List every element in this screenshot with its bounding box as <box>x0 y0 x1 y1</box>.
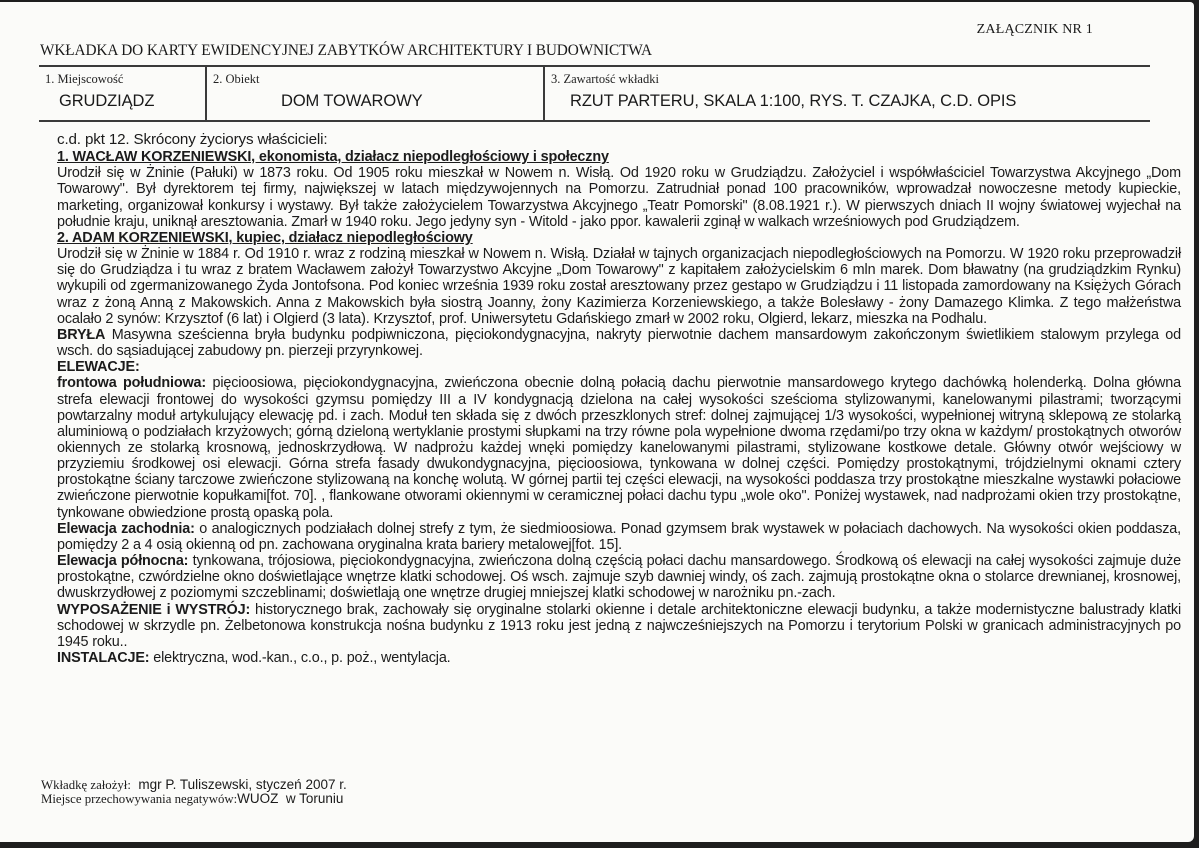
elevation-south <box>57 375 1181 520</box>
footer-value: mgr P. Tuliszewski, styczeń 2007 r. <box>130 777 347 792</box>
footer-label: Miejsce przechowywania negatywów: <box>41 792 238 806</box>
form-title: WKŁADKA DO KARTY EWIDENCYJNEJ ZABYTKÓW ARCHITEKTURY I BUDOWNICTWA <box>40 42 652 59</box>
section-lead: Elewacja zachodnia: <box>57 520 195 537</box>
field-locality <box>39 67 205 120</box>
owner-1-biography: Urodził się w Żninie (Pałuki) w 1873 roku. Od 1905 roku mieszkał w Nowem n. Wisłą. Od 1920 roku w Grudziądzu. Założyciel i współwłaściciel Towarzystwa Akcyjnego „Dom Towarowy". Był dyrektorem tej firmy, największej w latach międzywojennych na Pomorzu. Zatrudniał ponad 100 pracowników, wprowadzał nowoczesne metody kupieckie, marketing, organizował konkursy i wystawy. Był także założycielem Towarzystwa Akcyjnego „Teatr Pomorski" (8.08.1921 r.). W pierwszych dniach II wojny światowej wyjechał na południe kraju, uniknął aresztowania. Zmarł w 1940 roku. Jego jedyny syn - Witold - jako ppor. kawalerii zginął w walkach wrześniowych pod Grudziądzem. <box>57 165 1181 230</box>
field-label: 1. Miejscowość <box>45 72 124 86</box>
field-label: 2. Obiekt <box>213 72 260 86</box>
section-text: elektryczna, wod.-kan., c.o., p. poż., wentylacja. <box>149 650 451 666</box>
section-lead: WYPOSAŻENIE i WYSTRÓJ: <box>57 601 251 618</box>
section-lead: INSTALACJE: <box>57 650 150 666</box>
section-text: Masywna sześcienna bryła budynku podpiwniczona, pięciokondygnacyjna, nakryty pierwotnie dachem mansardowym zakończonym świetlikiem stalowym przylega od wsch. do sąsiadującej zabudowy pn. pierzeji przyrynkowej. <box>57 326 1181 360</box>
field-value: GRUDZIĄDZ <box>59 92 155 110</box>
owner-2-heading: 2. ADAM KORZENIEWSKI, kupiec, działacz niepodległościowy <box>57 229 473 246</box>
owner-1-heading: 1. WACŁAW KORZENIEWSKI, ekonomista, działacz niepodległościowy i społeczny <box>57 149 609 166</box>
section-text: tynkowana, trójosiowa, pięciokondygnacyjna, zwieńczona dolną częścią połaci dachu mansardowego. Środkową oś elewacji na całej wysokości zajmuje duże prostokątne, czwórdzielne okno doświetlające wnętrze klatki schodowej. Oś wsch. zajmuje szyb dawniej windy, oś zach. zajmują prostokątne okna o stolarce drewnianej, krosnowej, dwuskrzydłowej z poziomymi szczeblinami; doświetlają one wnętrze drugiej mniejszej klatki schodowej w narożniku pn.-zach. <box>57 553 1181 602</box>
document-body <box>57 132 1181 666</box>
footer-author-line <box>41 778 347 792</box>
elevation-west <box>57 521 1181 553</box>
footer-negatives-line <box>41 792 347 806</box>
document-sheet <box>0 2 1194 842</box>
owner-heading <box>57 149 1181 165</box>
section-lead: BRYŁA <box>57 326 106 343</box>
field-value: RZUT PARTERU, SKALA 1:100, RYS. T. CZAJKA, C.D. OPIS <box>570 92 1017 110</box>
document-footer <box>41 778 347 806</box>
footer-value: WUOZ w Toruniu <box>237 791 344 806</box>
section-text: pięcioosiowa, pięciokondygnacyjna, zwieńczona obecnie dolną połacią dachu pierwotnie mansardowego krytego dachówką holenderką. Dolna główna strefa elewacji frontowej do wysokości gzymsu pomiędzy III a IV kondygnacją dzielona na całej wysokości sześcioma stylizowanymi, kanelowanymi pilastrami; tworzącymi powtarzalny moduł artykulujący elewację pd. i zach. Moduł ten składa się z dwóch przeszklonych stref: dolnej zajmującej 1/3 wysokości, wypełnionej witryną sklepową ze stolarką aluminiową o podziałach krzyżowych; górną dzieloną wertyklanie prostymi słupkami na trzy równe pola wypełnione dwoma rzędami/po trzy okna w każdym/ prostokątnych otworów okiennych ze stolarką krosnową, jednoskrzydłową. W nadprożu każdej wnęki pomiędzy kanelowanymi pilastrami, stylizowane kostkowe detale. Główny otwór wejściowy w przyziemiu środkowej osi elewacji. Górna strefa fasady dwukondygnacyjna, pięcioosiowa, tynkowana w dolnej części. Pomiędzy prostokątnymi, trójdzielnymi oknami cztery prostokątne ściany tarczowe zwieńczone stylizowaną na konchę wolutą. W górnej partii tej części elewacji, na wysokości poddasza trzy prostokątne mieszkalne wystawki połaciowe zwieńczone pierwotnie kopułkami[fot. 70]. , flankowane otworami okiennymi w ceramicznej połaci dachu typu „wole oko". Poniżej wystawek, nad nadprożami okien trzy prostokątne, tynkowane obwiedzione prostą opaską pola. <box>57 375 1181 521</box>
section-bryla <box>57 327 1181 359</box>
owner-heading <box>57 230 1181 246</box>
elevation-north <box>57 553 1181 601</box>
section-text: historycznego brak, zachowały się oryginalne stolarki okienne i detale architektoniczne elewacji budynku, a także modernistyczne balustrady klatki schodowej w skrzydle pn. Żelbetonowa konstrukcja nośna budynku z 1913 roku jest jedną z najwcześniejszych na Pomorzu i terytorium Polski w granicach administracyjnych po 1945 roku.. <box>57 601 1181 650</box>
section-furnishings <box>57 602 1181 650</box>
owner-2-biography: Urodził się w Żninie w 1884 r. Od 1910 r. wraz z rodziną mieszkał w Nowem n. Wisłą. Działał w tajnych organizacjach niepodległościowych na Pomorzu. W 1920 roku przeprowadził się do Grudziądza i tu wraz z bratem Wacławem założył Towarzystwo Akcyjne „Dom Towarowy" z kapitałem założycielskim 6 mln marek. Dom bławatny (na grudziądzkim Rynku) wykupili od zgermanizowanego Żyda Jontofsona. Pod koniec września 1939 roku został aresztowany przez gestapo w Grudziądzu i 11 listopada zamordowany na Księżych Górach wraz z żoną Anną z Makowskich. Anna z Makowskich była siostrą Joanny, żony Kazimierza Korzeniewskiego, a także Bolesławy - żony Damazego Klimka. Z tego małżeństwa ocalało 2 synów: Krzysztof (6 lat) i Olgierd (3 lata). Krzysztof, prof. Uniwersytetu Gdańskiego zmarł w 2002 roku, Olgierd, lekarz, mieszka na Podhalu. <box>57 246 1181 327</box>
header-fields-table <box>39 65 1150 122</box>
field-value: DOM TOWAROWY <box>281 92 423 110</box>
field-insert-contents <box>543 67 1150 120</box>
section-lead: frontowa południowa: <box>57 375 207 392</box>
section-lead: ELEWACJE: <box>57 359 140 376</box>
section-elevations-heading <box>57 359 1181 375</box>
field-label: 3. Zawartość wkładki <box>551 72 659 86</box>
section-text: o analogicznych podziałach dolnej strefy z tym, że siedmioosiowa. Ponad gzymsem brak wystawek w połaciach dachowych. Na wysokości okien poddasza, pomiędzy 2 a 4 osią okienną od pn. zachowana oryginalna krata bariery metalowej[fot. 15]. <box>57 520 1181 553</box>
section-installations <box>57 650 1181 666</box>
footer-label: Wkładkę założył: <box>41 778 131 792</box>
section-lead: Elewacja północna: <box>57 553 189 570</box>
field-object <box>205 67 543 120</box>
section-intro: c.d. pkt 12. Skrócony życiorys właścicieli: <box>57 131 328 148</box>
attachment-number: ZAŁĄCZNIK NR 1 <box>976 22 1093 37</box>
